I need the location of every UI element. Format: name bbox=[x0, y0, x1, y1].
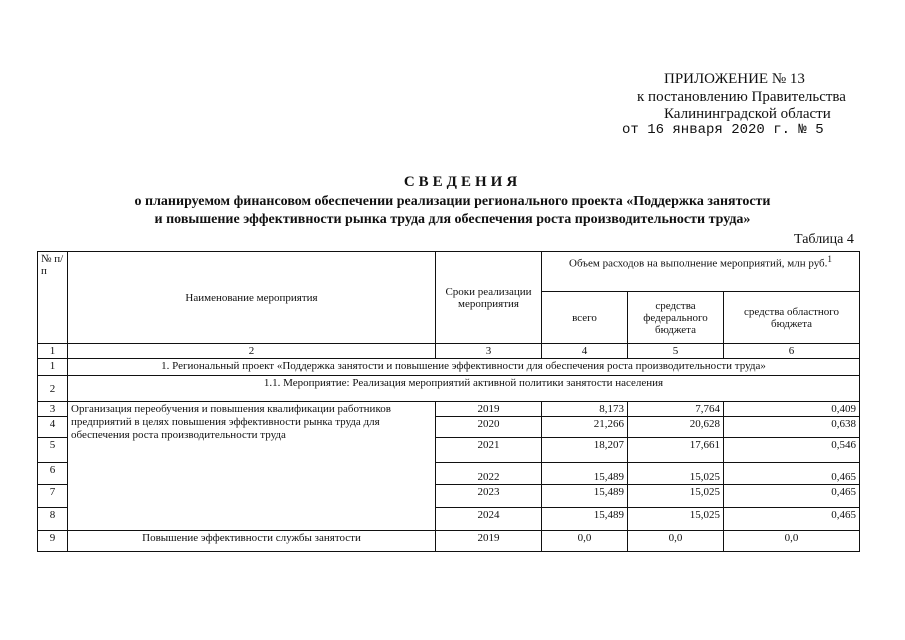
header-federal: средства федерального бюджета bbox=[628, 292, 724, 344]
table-row bbox=[38, 402, 860, 417]
year-cell: 2020 bbox=[436, 417, 542, 438]
header-volume-text: Объем расходов на выполнение мероприятий, млн руб. bbox=[569, 257, 828, 270]
col-number: 5 bbox=[628, 344, 724, 359]
regional-cell: 0,546 bbox=[724, 438, 860, 463]
total-cell: 15,489 bbox=[542, 508, 628, 531]
col-number: 4 bbox=[542, 344, 628, 359]
col-number: 1 bbox=[38, 344, 68, 359]
regional-cell: 0,409 bbox=[724, 402, 860, 417]
federal-cell: 7,764 bbox=[628, 402, 724, 417]
group-description: Организация переобучения и повышения квалификации работников предприятий в целях повышения эффективности рынка труда для обеспечения роста производительности труда bbox=[68, 402, 436, 531]
row-number: 8 bbox=[38, 508, 68, 531]
regional-cell: 0,638 bbox=[724, 417, 860, 438]
total-cell: 15,489 bbox=[542, 485, 628, 508]
annex-region: Калининградской области bbox=[664, 106, 831, 122]
regional-cell: 0,0 bbox=[724, 531, 860, 552]
federal-cell: 15,025 bbox=[628, 463, 724, 485]
header-name: Наименование мероприятия bbox=[68, 252, 436, 344]
federal-cell: 15,025 bbox=[628, 485, 724, 508]
header-terms: Сроки реализации мероприятия bbox=[436, 252, 542, 344]
row-number: 6 bbox=[38, 463, 68, 485]
total-cell: 18,207 bbox=[542, 438, 628, 463]
federal-cell: 20,628 bbox=[628, 417, 724, 438]
activity-row: 1.1. Мероприятие: Реализация мероприятий активной политики занятости населения bbox=[68, 376, 860, 402]
col-number: 3 bbox=[436, 344, 542, 359]
row-number: 3 bbox=[38, 402, 68, 417]
header-volume-footnote: 1 bbox=[827, 254, 832, 264]
year-cell: 2023 bbox=[436, 485, 542, 508]
annex-title: ПРИЛОЖЕНИЕ № 13 bbox=[664, 71, 805, 87]
regional-cell: 0,465 bbox=[724, 485, 860, 508]
regional-cell: 0,465 bbox=[724, 508, 860, 531]
total-cell: 8,173 bbox=[542, 402, 628, 417]
col-number: 6 bbox=[724, 344, 860, 359]
project-row: 1. Региональный проект «Поддержка занятости и повышение эффективности для обеспечения роста производительности труда» bbox=[68, 359, 860, 376]
year-cell: 2024 bbox=[436, 508, 542, 531]
table-row bbox=[38, 531, 860, 552]
row-number: 2 bbox=[38, 376, 68, 402]
annex-resolution: к постановлению Правительства bbox=[637, 89, 846, 105]
federal-cell: 17,661 bbox=[628, 438, 724, 463]
col-number: 2 bbox=[68, 344, 436, 359]
total-cell: 15,489 bbox=[542, 463, 628, 485]
year-cell: 2019 bbox=[436, 402, 542, 417]
total-cell: 0,0 bbox=[542, 531, 628, 552]
header-total: всего bbox=[542, 292, 628, 344]
total-cell: 21,266 bbox=[542, 417, 628, 438]
row-number: 7 bbox=[38, 485, 68, 508]
financing-table bbox=[37, 251, 860, 552]
year-cell: 2019 bbox=[436, 531, 542, 552]
document-heading: СВЕДЕНИЯ bbox=[403, 174, 522, 190]
annex-date: от 16 января 2020 г. № 5 bbox=[622, 122, 824, 138]
row-number: 5 bbox=[38, 438, 68, 463]
row-number: 4 bbox=[38, 417, 68, 438]
year-cell: 2021 bbox=[436, 438, 542, 463]
header-volume bbox=[542, 252, 860, 292]
federal-cell: 0,0 bbox=[628, 531, 724, 552]
header-num: № п/п bbox=[38, 252, 68, 344]
header-regional: средства областного бюджета bbox=[724, 292, 860, 344]
name-cell: Повышение эффективности службы занятости bbox=[68, 531, 436, 552]
year-cell: 2022 bbox=[436, 463, 542, 485]
document-subtitle-line2: и повышение эффективности рынка труда для обеспечения роста производительности труда» bbox=[154, 212, 751, 227]
table-label: Таблица 4 bbox=[794, 232, 854, 247]
regional-cell: 0,465 bbox=[724, 463, 860, 485]
document-subtitle-line1: о планируемом финансовом обеспечении реализации регионального проекта «Поддержка занятости bbox=[134, 194, 771, 209]
row-number: 9 bbox=[38, 531, 68, 552]
row-number: 1 bbox=[38, 359, 68, 376]
federal-cell: 15,025 bbox=[628, 508, 724, 531]
